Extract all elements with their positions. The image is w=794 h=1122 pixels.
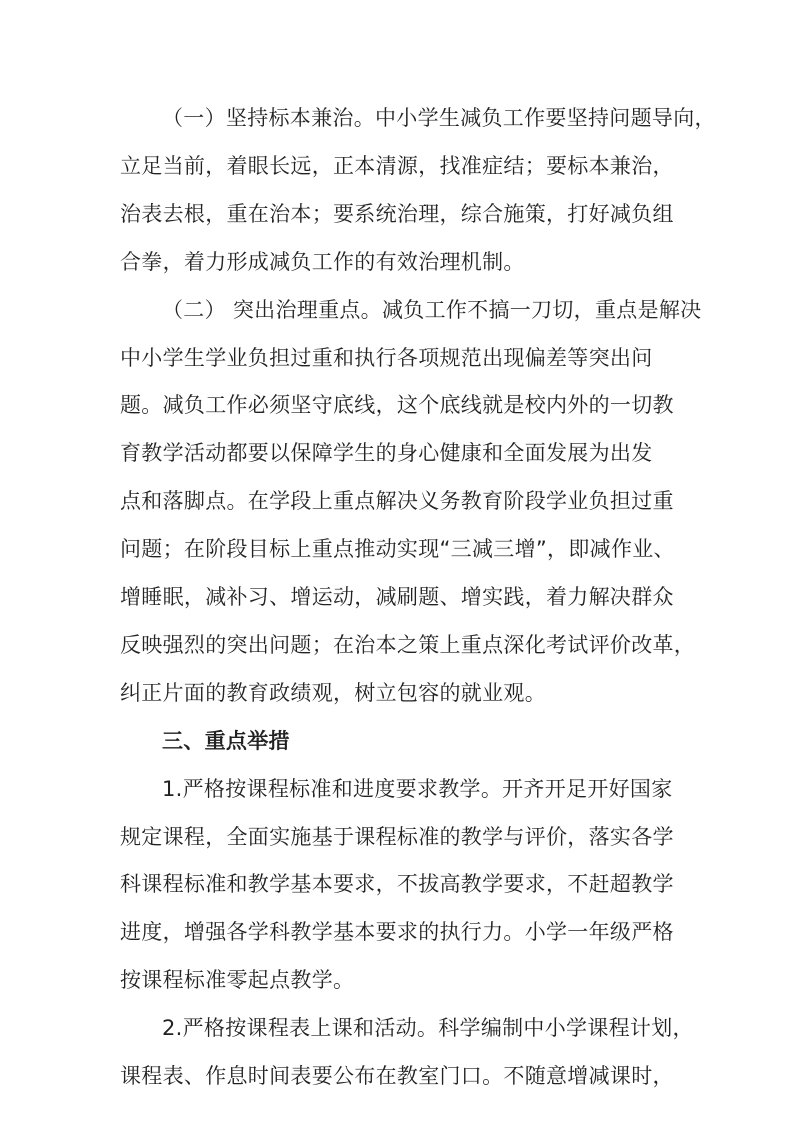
paragraph-4-line-2: 课程表、作息时间表要公布在教室门口。不随意增减课时， — [120, 1064, 674, 1088]
paragraph-2-line-6: 问题；在阶段目标上重点推动实现“三减三增”，即减作业、 — [120, 537, 675, 561]
paragraph-2-line-9: 纠正片面的教育政绩观，树立包容的就业观。 — [120, 681, 546, 705]
paragraph-1-line-1: （一）坚持标本兼治。中小学生减负工作要坚持问题导向， — [162, 106, 716, 130]
paragraph-2-line-4: 育教学活动都要以保障学生的身心健康和全面发展为出发 — [120, 441, 653, 465]
paragraph-2-line-5: 点和落脚点。在学段上重点解决义务教育阶段学业负担过重 — [120, 489, 674, 513]
paragraph-2-line-7: 增睡眠，减补习、增运动，减刷题、增实践，着力解决群众 — [120, 585, 674, 609]
paragraph-1-line-2: 立足当前，着眼长远，正本清源，找准症结；要标本兼治， — [120, 154, 674, 178]
paragraph-3-line-4: 进度，增强各学科教学基本要求的执行力。小学一年级严格 — [120, 920, 674, 944]
paragraph-1-line-4: 合拳，着力形成减负工作的有效治理机制。 — [120, 250, 525, 274]
paragraph-3-line-3: 科课程标准和教学基本要求，不拔高教学要求，不赶超教学 — [120, 872, 674, 896]
paragraph-2-line-2: 中小学生学业负担过重和执行各项规范出现偏差等突出问 — [120, 346, 653, 370]
paragraph-3-line-5: 按课程标准零起点教学。 — [120, 968, 355, 992]
paragraph-4-line-1: 2.严格按课程表上课和活动。科学编制中小学课程计划， — [162, 1016, 694, 1040]
section-heading: 三、重点举措 — [162, 729, 290, 753]
paragraph-2-line-8: 反映强烈的突出问题；在治本之策上重点深化考试评价改革， — [120, 633, 696, 657]
paragraph-3-line-1: 1.严格按课程标准和进度要求教学。开齐开足开好国家 — [162, 777, 673, 801]
paragraph-2-line-3: 题。减负工作必须坚守底线，这个底线就是校内外的一切教 — [120, 393, 674, 417]
paragraph-1-line-3: 治表去根，重在治本；要系统治理，综合施策，打好减负组 — [120, 202, 674, 226]
paragraph-3-line-2: 规定课程，全面实施基于课程标准的教学与评价，落实各学 — [120, 825, 674, 849]
paragraph-2-line-1: （二） 突出治理重点。减负工作不搞一刀切，重点是解决 — [162, 298, 702, 322]
